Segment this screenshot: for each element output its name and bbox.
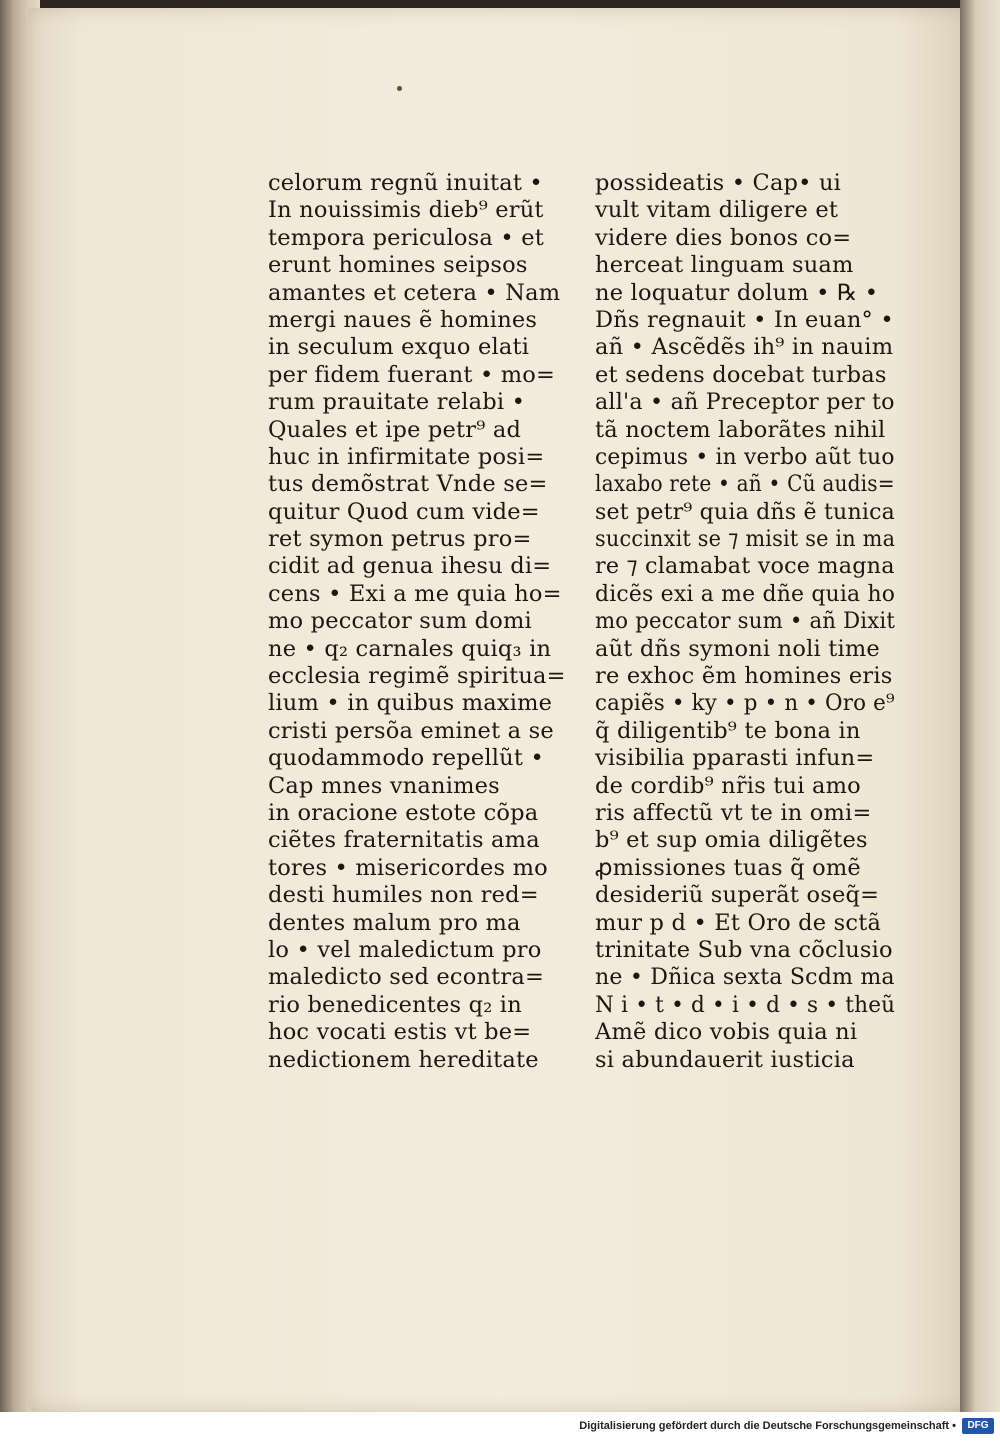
text-line: erunt homines seipsos [268, 252, 528, 279]
text-line: Dñs regnauit • In euan° • [595, 306, 894, 333]
text-line: mergi naues ẽ homines [268, 306, 538, 333]
text-line: tempora periculosa • et [268, 224, 544, 251]
right-text-column [595, 170, 895, 1074]
text-line: lo • vel maledictum pro [268, 936, 542, 963]
text-line: q̃ diligentib⁹ te bona in [595, 717, 861, 744]
text-line: in oracione estote cõpa [268, 799, 539, 826]
text-line: tã noctem laborãtes nihil [595, 416, 886, 443]
text-line: re ⁊ clamabat voce magna [595, 553, 895, 580]
text-line: in seculum exquo elati [268, 334, 530, 361]
text-line: Quales et ipe petr⁹ ad [268, 416, 522, 443]
text-line: possideatis • Cap• ui [595, 170, 842, 196]
dfg-logo: DFG [962, 1418, 994, 1434]
text-line: tus demõstrat Vnde se= [268, 471, 548, 498]
facing-page-edge [960, 0, 1000, 1412]
text-line: ꝓmissiones tuas q̃ omẽ [595, 854, 861, 881]
text-line: ne loquatur dolum • ℞ • [595, 279, 879, 306]
text-line: ne • Dñica sexta Scdm ma [595, 964, 895, 991]
text-line: laxabo rete • añ • Cũ audis= [595, 471, 895, 498]
text-line: cens • Exi a me quia ho= [268, 580, 562, 607]
text-line: si abundauerit iusticia [595, 1046, 855, 1073]
text-line: aũt dñs symoni noli time [595, 635, 880, 662]
text-line: In nouissimis dieb⁹ erũt [268, 197, 544, 224]
text-line: trinitate Sub vna cõclusio [595, 936, 893, 963]
text-line: quitur Quod cum vide= [268, 498, 540, 525]
text-line: tores • misericordes mo [268, 854, 548, 881]
ink-spot [397, 86, 402, 91]
text-line: ne • q₂ carnales quiq₃ in [268, 635, 552, 662]
text-line: ris affectũ vt te in omi= [595, 799, 872, 826]
text-line: mur p d • Et Oro de sctã [595, 909, 882, 936]
text-line: cristi persõa eminet a se [268, 717, 554, 744]
text-line: hoc vocati estis vt be= [268, 1019, 532, 1046]
text-line: Amẽ dico vobis quia ni [595, 1019, 858, 1046]
text-line: desideriũ superãt oseq̃= [595, 882, 880, 909]
text-line: mo peccator sum • añ Dixit [595, 608, 896, 635]
text-line: all'a • añ Preceptor per to [595, 389, 895, 416]
text-line: ecclesia regimẽ spiritua= [268, 663, 566, 690]
text-line: N i • t • d • i • d • s • theũ [595, 991, 896, 1018]
text-line: re exhoc ẽm homines eris [595, 663, 893, 690]
text-line: rum prauitate relabi • [268, 389, 526, 416]
text-line: videre dies bonos co= [595, 224, 852, 251]
text-line: et sedens docebat turbas [595, 361, 887, 388]
text-line: b⁹ et sup omia diligẽtes [595, 827, 868, 854]
text-line: dicẽs exi a me dñe quia ho [595, 580, 896, 607]
text-line: desti humiles non red= [268, 882, 539, 909]
text-line: lium • in quibus maxime [268, 690, 553, 717]
text-line: celorum regnũ inuitat • [268, 170, 543, 196]
text-line: vult vitam diligere et [595, 197, 839, 224]
text-line: ret symon petrus pro= [268, 526, 532, 553]
text-line: succinxit se ⁊ misit se in ma [595, 526, 896, 553]
footer-credit: Digitalisierung gefördert durch die Deutsche Forschungsgemeinschaft • [579, 1420, 956, 1432]
text-line: herceat linguam suam [595, 252, 854, 279]
text-line: añ • Ascẽdẽs ih⁹ in nauim [595, 334, 894, 361]
footer-bar [0, 1412, 1000, 1441]
text-line: set petr⁹ quia dñs ẽ tunica [595, 498, 895, 525]
text-line: ciẽtes fraternitatis ama [268, 827, 540, 854]
text-line: cidit ad genua ihesu di= [268, 553, 552, 580]
text-line: nedictionem hereditate [268, 1046, 539, 1073]
text-line: capiẽs • ky • p • n • Oro e⁹ [595, 690, 895, 717]
left-text-column [268, 170, 578, 1074]
text-line: per fidem fuerant • mo= [268, 361, 556, 388]
text-line: dentes malum pro ma [268, 909, 521, 936]
text-line: huc in infirmitate posi= [268, 443, 545, 470]
text-line: cepimus • in verbo aũt tuo [595, 443, 895, 470]
text-line: amantes et cetera • Nam [268, 279, 561, 306]
text-line: de cordib⁹ nr̃is tui amo [595, 772, 861, 799]
text-line: mo peccator sum domi [268, 608, 532, 635]
text-line: quodammodo repellũt • [268, 745, 544, 772]
text-line: visibilia pparasti infun= [595, 745, 875, 772]
text-line: maledicto sed econtra= [268, 964, 545, 991]
text-line: rio benedicentes q₂ in [268, 991, 522, 1018]
text-line: Cap mnes vnanimes [268, 772, 500, 799]
